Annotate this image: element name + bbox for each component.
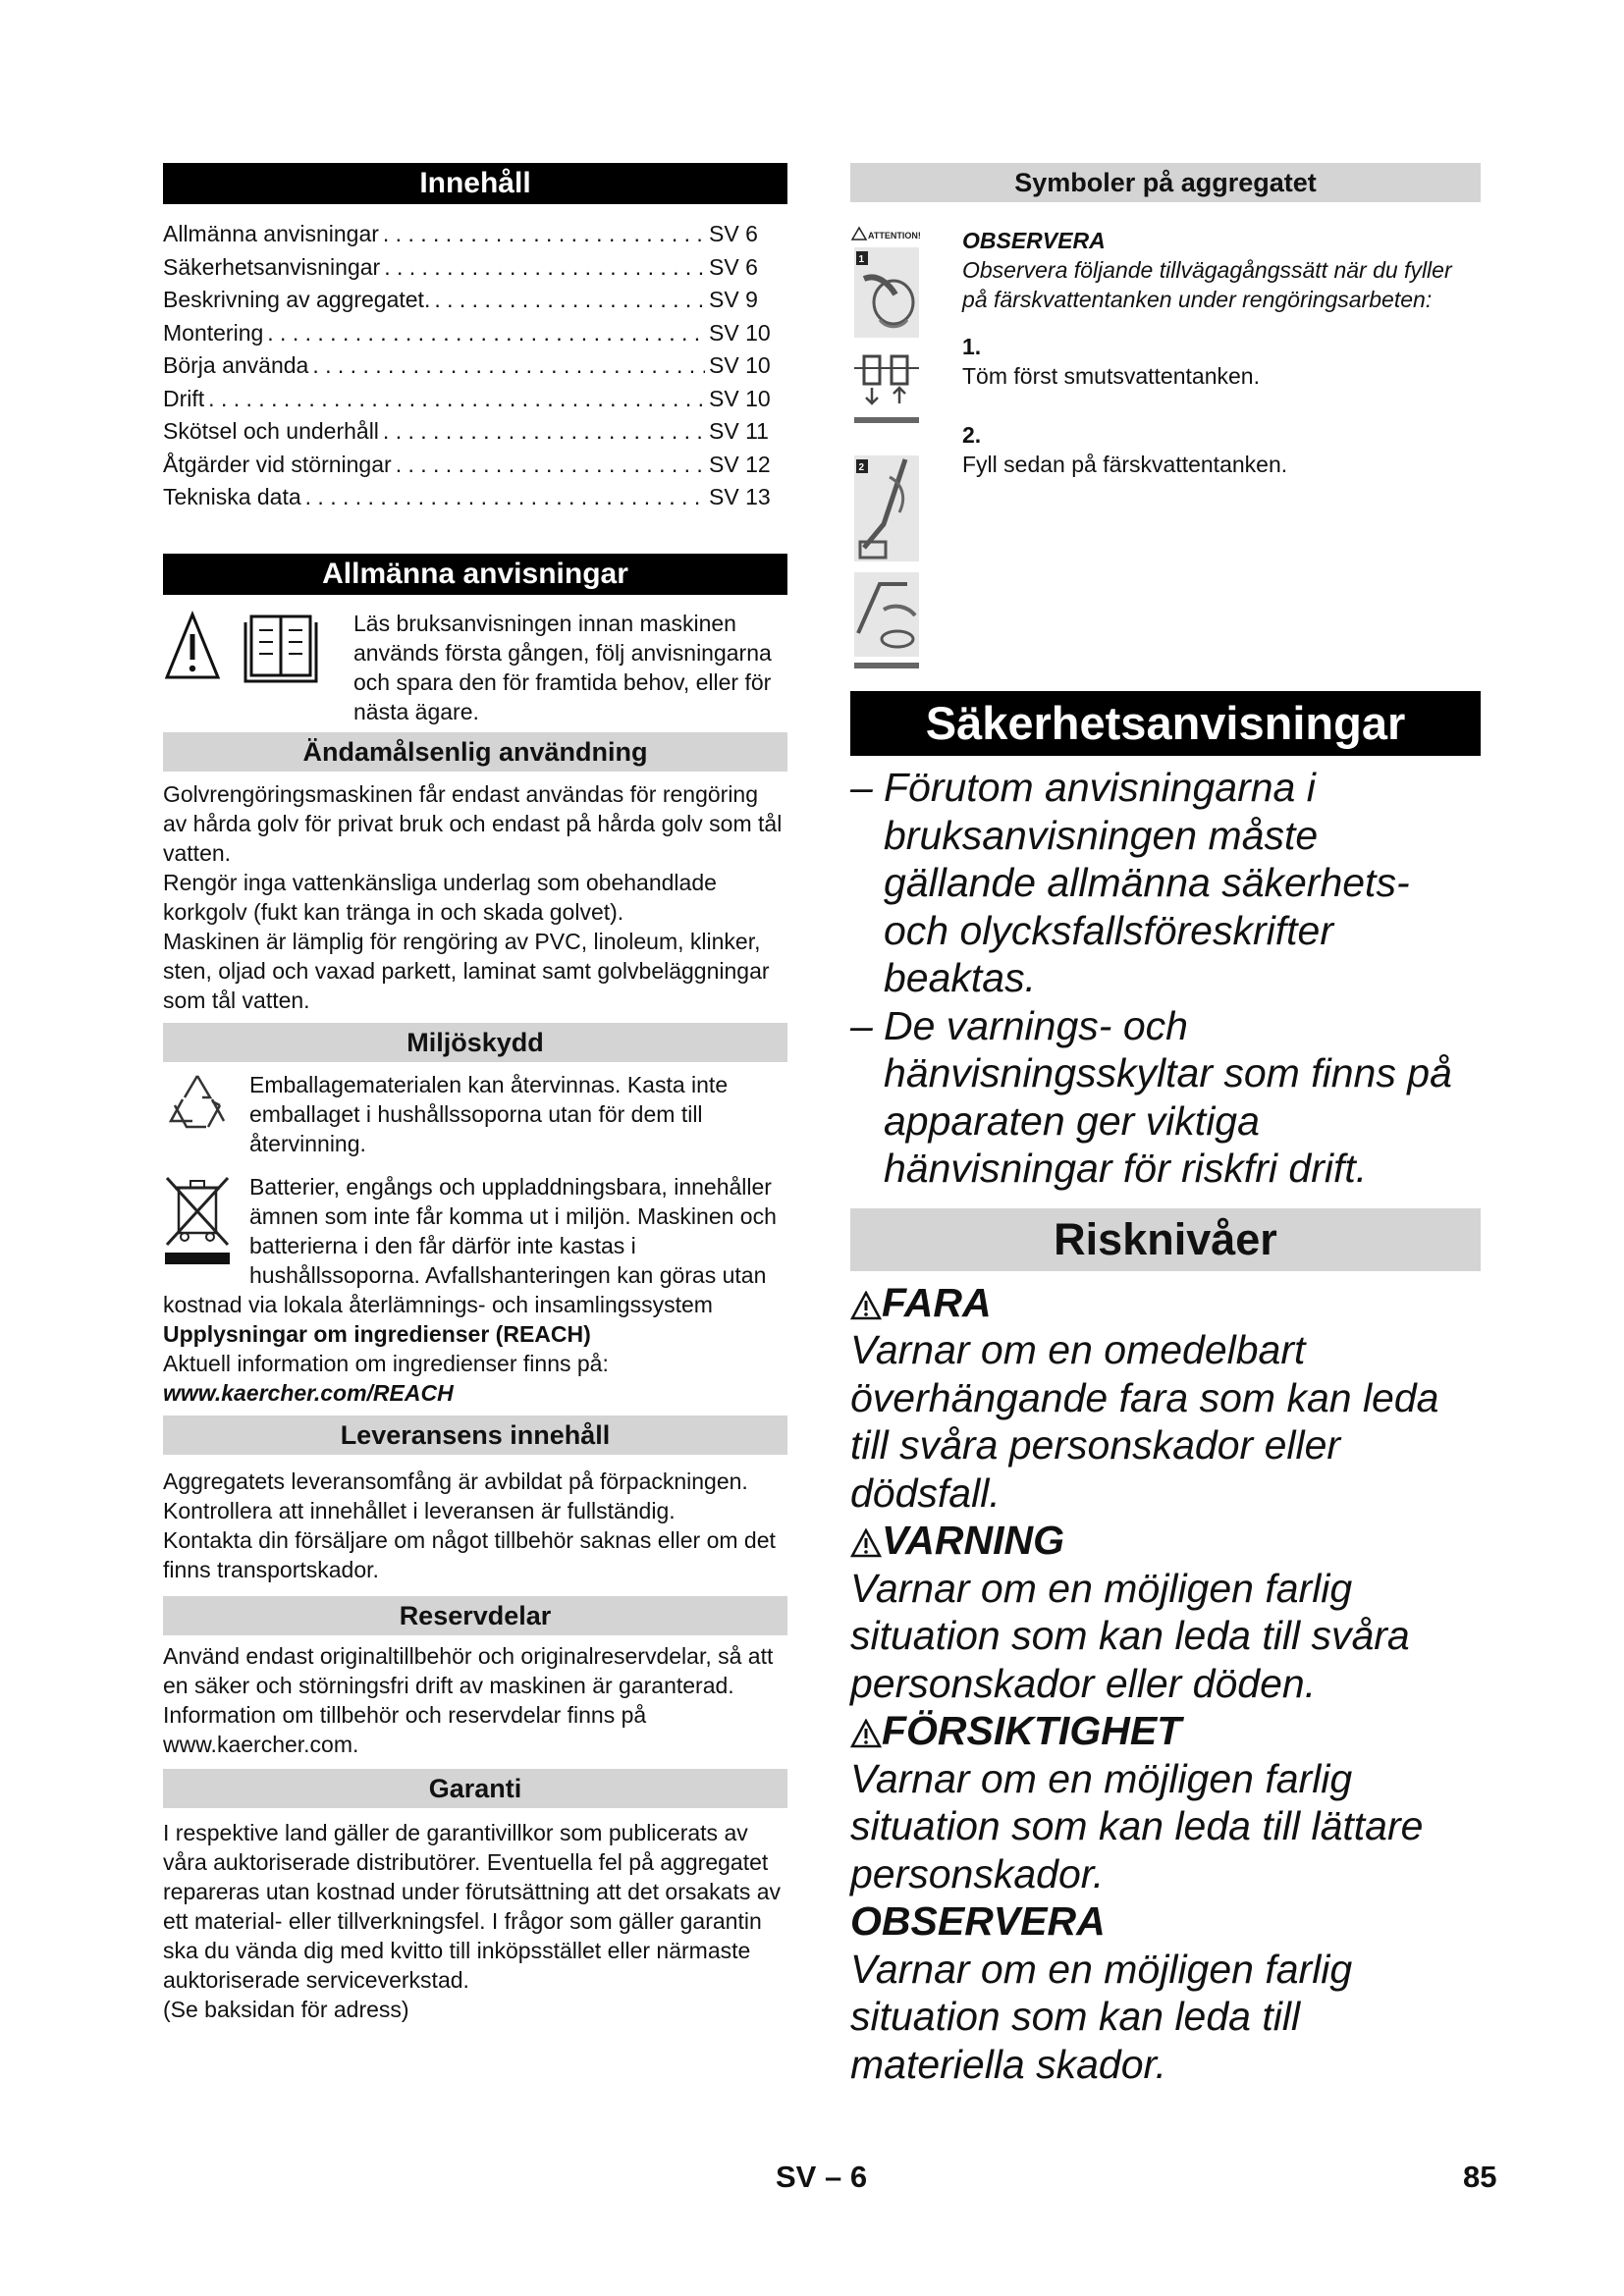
toc-item[interactable]: Tekniska data . . . SV 13 [163, 481, 787, 514]
warning-book-icon [163, 609, 340, 685]
warranty-text [163, 1818, 787, 2024]
step-number: 1. [962, 334, 982, 359]
paragraph: Kontakta din försäljare om något tillbehör saknas eller om det finns transportskador. [163, 1526, 776, 1582]
toc-item[interactable]: Börja använda . . . SV 10 [163, 349, 787, 383]
paragraph: Aggregatets leveransomfång är avbildat på förpackningen. Kontrollera att innehållet i leveransen är fullständig. [163, 1468, 748, 1523]
safety-heading: Säkerhetsanvisningar [850, 691, 1481, 756]
read-manual-text: Läs bruksanvisningen innan maskinen används första gången, följ anvisningarna och spara den för framtida behov, eller för nästa ägare. [353, 610, 772, 724]
risk-heading: Risknivåer [850, 1208, 1481, 1271]
delivery-heading: Leveransens innehåll [163, 1415, 787, 1455]
hazard-icon [850, 1719, 882, 1748]
reach-text: Aktuell information om ingredienser finns på: [163, 1350, 609, 1376]
danger-level-text: Varnar om en omedelbart överhängande fara som kan leda till svåra personskador eller dödsfall. [850, 1327, 1439, 1516]
table-of-contents [163, 218, 787, 514]
general-heading: Allmänna anvisningar [163, 554, 787, 595]
toc-item[interactable]: Beskrivning av aggregatet. . . . SV 9 [163, 284, 787, 317]
symbols-section [850, 226, 1481, 677]
hazard-icon [850, 1291, 882, 1320]
paragraph: Golvrengöringsmaskinen får endast användas för rengöring av hårda golv för privat bruk och endast på hårda golv som tål vatten. [163, 780, 783, 866]
notice-level-text: Varnar om en möjligen farlig situation som kan leda till materiella skador. [850, 1946, 1353, 2087]
paragraph: I respektive land gäller de garantivillkor som publicerats av våra auktoriserade distributörer. Eventuella fel på aggregatet repareras utan kostnad under förutsättning att det orsakats av ett material- eller tillverkningsfel. I frågor som gäller garantin ska du vända dig med kvitto till inköpsstället eller närmaste auktoriserade serviceverkstad. [163, 1819, 782, 1993]
paragraph: (Se baksidan för adress) [163, 1996, 409, 2022]
batteries-text: Batterier, engångs och uppladdningsbara, innehåller ämnen som inte får komma ut i miljön. Maskinen och batterierna i den får därför inte kastas i hushållssoporna. Avfallshanteringen kan göras utan kostnad via lokala återlämnings- och insamlingssystem [163, 1173, 777, 1317]
list-item: – Förutom anvisningarna i bruksanvisningen måste gällande allmänna säkerhets- och olycksfallsföreskrifter beaktas. [850, 765, 1410, 1000]
toc-item[interactable]: Säkerhetsanvisningar . . . SV 6 [163, 251, 787, 285]
hazard-icon [850, 1528, 882, 1558]
footer-section-label: SV – 6 [776, 2160, 868, 2194]
read-manual-notice [163, 609, 787, 726]
crossed-bin-icon [163, 1174, 232, 1264]
observe-text: Observera följande tillvägagångssätt när du fyller på färskvattentanken under rengöringsarbeten: [962, 257, 1452, 312]
fresh-water-panel [850, 570, 923, 672]
toc-item[interactable]: Drift . . . SV 10 [163, 383, 787, 416]
delivery-text [163, 1467, 787, 1584]
panel-number: 2 [858, 462, 865, 473]
warranty-heading: Garanti [163, 1769, 787, 1808]
danger-level-title: FARA [850, 1279, 1481, 1327]
warning-level-title: VARNING [850, 1517, 1481, 1565]
packaging-text: Emballagematerialen kan återvinnas. Kasta inte emballaget i hushållssoporna utan för dem till återvinning. [249, 1071, 729, 1156]
notice-level-title: OBSERVERA [850, 1898, 1106, 1944]
step-text: Fyll sedan på färskvattentanken. [962, 452, 1288, 477]
spare-parts-text [163, 1641, 787, 1759]
symbols-text [962, 226, 1481, 677]
step-number: 2. [962, 422, 982, 448]
symbol-illustrations [850, 226, 923, 677]
reach-link[interactable]: www.kaercher.com/REACH [163, 1379, 454, 1406]
toc-item[interactable]: Åtgärder vid störningar . . . SV 12 [163, 449, 787, 482]
paragraph: Rengör inga vattenkänsliga underlag som obehandlade korkgolv (fukt kan tränga in och skada golvet). [163, 869, 717, 925]
attention-label: ATTENTION! [868, 231, 921, 240]
safety-list [850, 764, 1481, 1193]
paragraph: Information om tillbehör och reservdelar finns på www.kaercher.com. [163, 1701, 647, 1757]
toc-item[interactable]: Montering . . . SV 10 [163, 317, 787, 350]
batteries-notice [163, 1172, 787, 1319]
left-column [163, 163, 787, 2024]
symbols-heading: Symboler på aggregatet [850, 163, 1481, 202]
packaging-notice [163, 1070, 787, 1158]
tank-panel [850, 348, 923, 447]
paragraph: Använd endast originaltillbehör och originalreservdelar, så att en säker och störningsfri drift av maskinen är garanterad. [163, 1642, 774, 1698]
observe-title: OBSERVERA [962, 228, 1106, 253]
toc-item[interactable]: Skötsel och underhåll . . . SV 11 [163, 415, 787, 449]
page-number: 85 [1463, 2160, 1497, 2194]
reach-title: Upplysningar om ingredienser (REACH) [163, 1320, 591, 1347]
risk-levels [850, 1279, 1481, 2089]
intended-use-text [163, 779, 787, 1015]
caution-level-title: FÖRSIKTIGHET [850, 1707, 1481, 1755]
intended-use-heading: Ändamålsenlig användning [163, 732, 787, 772]
caution-level-text: Varnar om en möjligen farlig situation som kan leda till lättare personskador. [850, 1755, 1424, 1896]
paragraph: Maskinen är lämplig för rengöring av PVC, linoleum, klinker, sten, oljad och vaxad parkett, laminat samt golvbeläggningar som tål vatten. [163, 928, 770, 1013]
toc-item[interactable]: Allmänna anvisningar . . . SV 6 [163, 218, 787, 251]
attention-panel-1 [850, 226, 923, 340]
panel-number: 1 [858, 254, 865, 265]
environment-heading: Miljöskydd [163, 1023, 787, 1062]
right-column [850, 163, 1481, 2088]
spare-parts-heading: Reservdelar [163, 1596, 787, 1635]
attention-panel-2 [850, 454, 923, 563]
reach-info [163, 1319, 787, 1408]
warning-level-text: Varnar om en möjligen farlig situation som kan leda till svåra personskador eller döden. [850, 1565, 1410, 1706]
toc-heading: Innehåll [163, 163, 787, 204]
recycle-icon [163, 1070, 232, 1133]
list-item: – De varnings- och hänvisningsskyltar som finns på apparaten ger viktiga hänvisningar för riskfri drift. [850, 1002, 1452, 1191]
step-text: Töm först smutsvattentanken. [962, 363, 1260, 389]
